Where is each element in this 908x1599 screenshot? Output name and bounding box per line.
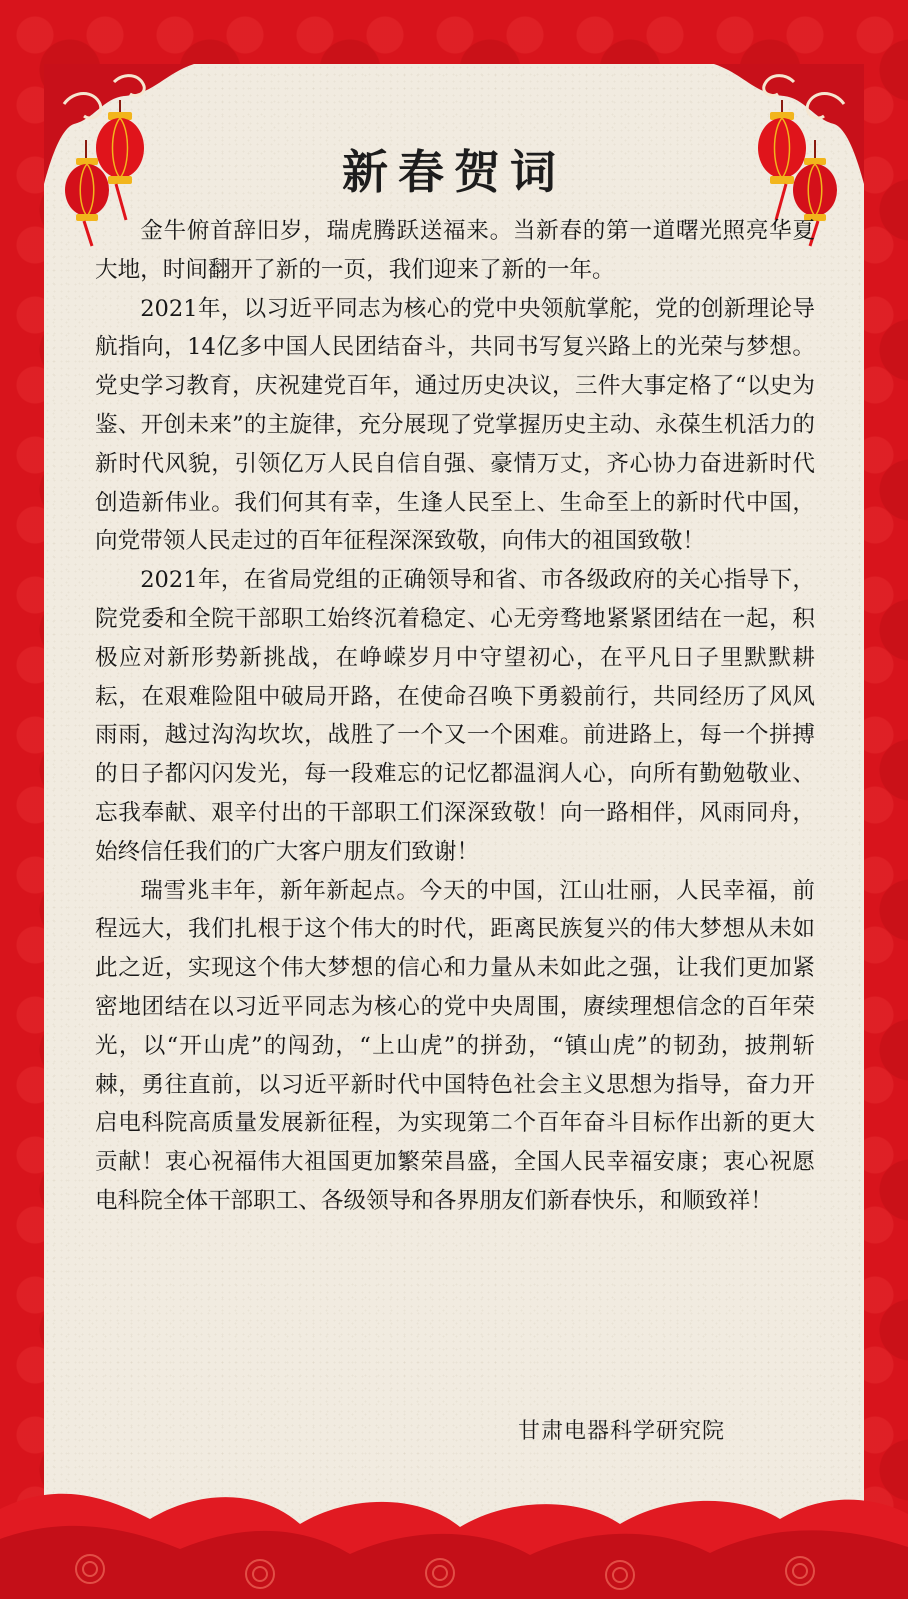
paragraph: 2021年，以习近平同志为核心的党中央领航掌舵，党的创新理论导航指向，14亿多中国人民团结奋斗，共同书写复兴路上的光荣与梦想。党史学习教育，庆祝建党百年，通过历史决议，三件大事定格了“以史为鉴、开创未来”的主旋律，充分展现了党掌握历史主动、永葆生机活力的新时代风貌，引领亿万人民自信自强、豪情万丈，齐心协力奋进新时代创造新伟业。我们何其有幸，生逢人民至上、生命至上的新时代中国，向党带领人民走过的百年征程深深致敬，向伟大的祖国致敬！ xyxy=(95,295,815,555)
paragraph: 2021年，在省局党组的正确领导和省、市各级政府的关心指导下，院党委和全院干部职工始终沉着稳定、心无旁骛地紧紧团结在一起，积极应对新形势新挑战，在峥嵘岁月中守望初心，在平凡日子里默默耕耘，在艰难险阻中破局开路，在使命召唤下勇毅前行，共同经历了风风雨雨，越过沟沟坎坎，战胜了一个又一个困难。前进路上，每一个拼搏的日子都闪闪发光，每一段难忘的记忆都温润人心，向所有勤勉敬业、忘我奉献、艰辛付出的干部职工们深深致敬！向一路相伴，风雨同舟，始终信任我们的广大客户朋友们致谢！ xyxy=(95,567,815,865)
paragraph: 金牛俯首辞旧岁，瑞虎腾跃送福来。当新春的第一道曙光照亮华夏大地，时间翻开了新的一页，我们迎来了新的一年。 xyxy=(95,218,815,283)
greeting-title: 新春贺词 xyxy=(342,145,566,199)
auspicious-cloud-band xyxy=(0,1469,908,1599)
paragraph: 瑞雪兆丰年，新年新起点。今天的中国，江山壮丽，人民幸福，前程远大，我们扎根于这个伟大的时代，距离民族复兴的伟大梦想从未如此之近，实现这个伟大梦想的信心和力量从未如此之强，让我们更加紧密地团结在以习近平同志为核心的党中央周围，赓续理想信念的百年荣光，以“开山虎”的闯劲，“上山虎”的拼劲，“镇山虎”的韧劲，披荆斩棘，勇往直前，以习近平新时代中国特色社会主义思想为指导，奋力开启电科院高质量发展新征程，为实现第二个百年奋斗目标作出新的更大贡献！衷心祝福伟大祖国更加繁荣昌盛，全国人民幸福安康；衷心祝愿电科院全体干部职工、各级领导和各界朋友们新春快乐，和顺致祥！ xyxy=(95,877,815,1214)
signature: 甘肃电器科学研究院 xyxy=(518,1419,726,1444)
greeting-body xyxy=(95,212,815,1221)
